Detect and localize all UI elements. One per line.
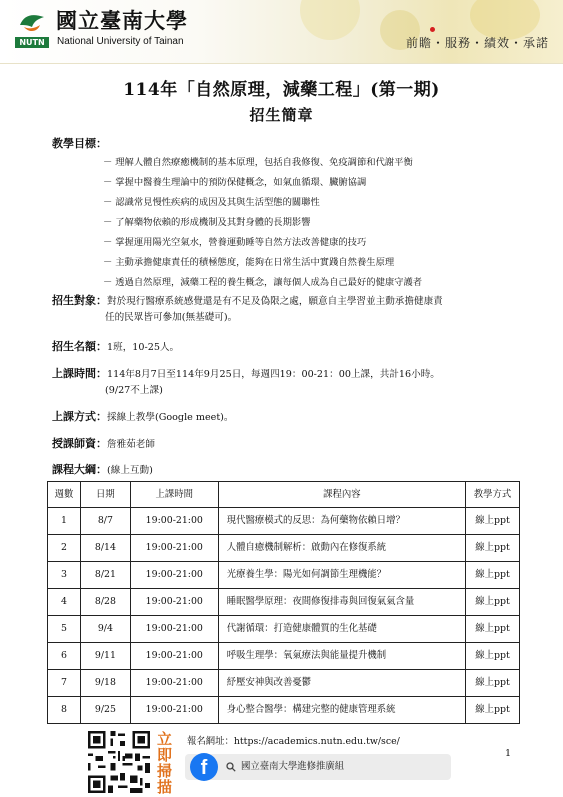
method-section: [52, 409, 234, 426]
cell-week: 1: [48, 508, 81, 535]
header-date: 日期: [80, 482, 130, 508]
university-name-cn: 國立臺南大學: [56, 8, 188, 33]
schedule-label: 上課時間：: [52, 367, 107, 380]
cell-method: 線上ppt: [466, 562, 520, 589]
page-title: 114年「自然原理，減藥工程」(第一期): [123, 80, 440, 100]
goal-item: － 透過自然原理，減藥工程的養生概念，讓每個人成為自己最好的健康守護者: [103, 277, 423, 288]
logo-tag: NUTN: [15, 37, 49, 48]
quota-text: 1班，10-25人。: [107, 342, 180, 353]
teacher-section: [52, 436, 155, 453]
cell-method: 線上ppt: [466, 535, 520, 562]
cell-week: 3: [48, 562, 81, 589]
scan-now-label: [156, 731, 173, 795]
cell-time: 19:00-21:00: [130, 508, 218, 535]
cell-week: 8: [48, 697, 81, 724]
quota-label: 招生名額：: [52, 340, 107, 353]
cell-time: 19:00-21:00: [130, 589, 218, 616]
cell-time: 19:00-21:00: [130, 616, 218, 643]
cell-week: 5: [48, 616, 81, 643]
cell-week: 7: [48, 670, 81, 697]
cell-date: 8/14: [80, 535, 130, 562]
search-icon: [226, 762, 236, 772]
decor-flower: [470, 0, 540, 40]
outline-section: [52, 462, 153, 479]
cell-content: 人體自癒機制解析：啟動內在修復系統: [218, 535, 465, 562]
scan-char: 即: [156, 746, 172, 764]
goals-list: [103, 153, 422, 293]
table-row: [48, 508, 520, 535]
cell-week: 4: [48, 589, 81, 616]
schedule-section: [52, 366, 440, 399]
accent-dot: [430, 27, 435, 32]
goal-item: － 掌握中醫養生理論中的預防保健概念，如氣血循環、臟腑協調: [103, 177, 367, 188]
method-text: 採線上教學(Google meet)。: [107, 412, 234, 423]
cell-content: 代謝循環：打造健康體質的生化基礎: [218, 616, 465, 643]
cell-method: 線上ppt: [466, 670, 520, 697]
cell-time: 19:00-21:00: [130, 535, 218, 562]
cell-content: 光療養生學：陽光如何調節生理機能？: [218, 562, 465, 589]
scan-char: 描: [156, 778, 172, 796]
cell-date: 9/25: [80, 697, 130, 724]
table-row: [48, 616, 520, 643]
cell-date: 8/21: [80, 562, 130, 589]
cell-content: 身心整合醫學：構建完整的健康管理系統: [218, 697, 465, 724]
scan-char: 立: [156, 730, 172, 748]
cell-content: 睡眠醫學原理：夜間修復排毒與回復氣氣含量: [218, 589, 465, 616]
goal-item: － 認識常見慢性疾病的成因及其與生活型態的關聯性: [103, 197, 320, 208]
target-label: 招生對象：: [52, 294, 107, 307]
cell-method: 線上ppt: [466, 697, 520, 724]
goal-item: － 主動承擔健康責任的積極態度，能夠在日常生活中實踐自然養生原理: [103, 257, 395, 268]
registration-url[interactable]: 報名網址：https://academics.nutn.edu.tw/sce/: [187, 736, 400, 747]
target-text-cont: 任的民眾皆可參加(無基礎可)。: [105, 312, 238, 323]
header-week: 週數: [48, 482, 81, 508]
page-header: [0, 0, 563, 64]
table-row: [48, 697, 520, 724]
header-method: 教學方式: [466, 482, 520, 508]
cell-time: 19:00-21:00: [130, 670, 218, 697]
cell-time: 19:00-21:00: [130, 562, 218, 589]
cell-date: 8/28: [80, 589, 130, 616]
cell-method: 線上ppt: [466, 508, 520, 535]
method-label: 上課方式：: [52, 410, 107, 423]
cell-date: 9/4: [80, 616, 130, 643]
table-row: [48, 670, 520, 697]
cell-date: 8/7: [80, 508, 130, 535]
cell-content: 紓壓安神與改善憂鬱: [218, 670, 465, 697]
target-text: 對於現行醫療系統感覺還是有不足及偽限之處，願意自主學習並主動承擔健康責: [107, 296, 443, 307]
qr-code-icon[interactable]: [88, 731, 150, 793]
table-row: [48, 562, 520, 589]
cell-method: 線上ppt: [466, 616, 520, 643]
university-logo: [14, 11, 50, 49]
table-row: [48, 589, 520, 616]
teacher-text: 詹雅茹老師: [107, 439, 155, 450]
cell-content: 現代醫療模式的反思：為何藥物依賴日增？: [218, 508, 465, 535]
page-number: 1: [505, 748, 512, 759]
teacher-label: 授課師資：: [52, 437, 107, 450]
facebook-icon[interactable]: f: [190, 753, 218, 781]
table-row: [48, 535, 520, 562]
cell-method: 線上ppt: [466, 643, 520, 670]
goal-item: － 理解人體自然療癒機制的基本原理，包括自我修復、免疫調節和代謝平衡: [103, 157, 413, 168]
target-section: [52, 293, 443, 326]
quota-section: [52, 339, 179, 356]
scan-char: 掃: [156, 762, 172, 780]
slogan: 前瞻・服務・績效・承諾: [405, 36, 549, 50]
schedule-note: (9/27不上課): [105, 385, 163, 396]
university-name-en: National University of Tainan: [57, 36, 184, 47]
cell-method: 線上ppt: [466, 589, 520, 616]
bird-logo-icon: [18, 11, 46, 35]
cell-week: 6: [48, 643, 81, 670]
goal-item: － 了解藥物依賴的形成機制及其對身體的長期影響: [103, 217, 311, 228]
table-header-row: [48, 482, 520, 508]
course-table: [47, 481, 520, 724]
cell-content: 呼吸生理學：氧氣療法與能量提升機制: [218, 643, 465, 670]
page-subtitle: 招生簡章: [249, 106, 314, 124]
outline-text: (線上互動): [107, 465, 153, 476]
goals-label: 教學目標：: [52, 137, 107, 150]
cell-date: 9/11: [80, 643, 130, 670]
outline-label: 課程大綱：: [52, 463, 107, 476]
goal-item: － 掌握運用陽光空氣水，營養運動睡等自然方法改善健康的技巧: [103, 237, 367, 248]
cell-date: 9/18: [80, 670, 130, 697]
header-time: 上課時間: [130, 482, 218, 508]
cell-time: 19:00-21:00: [130, 643, 218, 670]
cell-week: 2: [48, 535, 81, 562]
cell-time: 19:00-21:00: [130, 697, 218, 724]
facebook-search-text: 國立臺南大學進修推廣組: [241, 761, 345, 772]
schedule-text: 114年8月7日至114年9月25日，每週四19：00-21：00上課，共計16小時。: [107, 369, 440, 380]
table-row: [48, 643, 520, 670]
header-content: 課程內容: [218, 482, 465, 508]
decor-flower: [300, 0, 360, 40]
